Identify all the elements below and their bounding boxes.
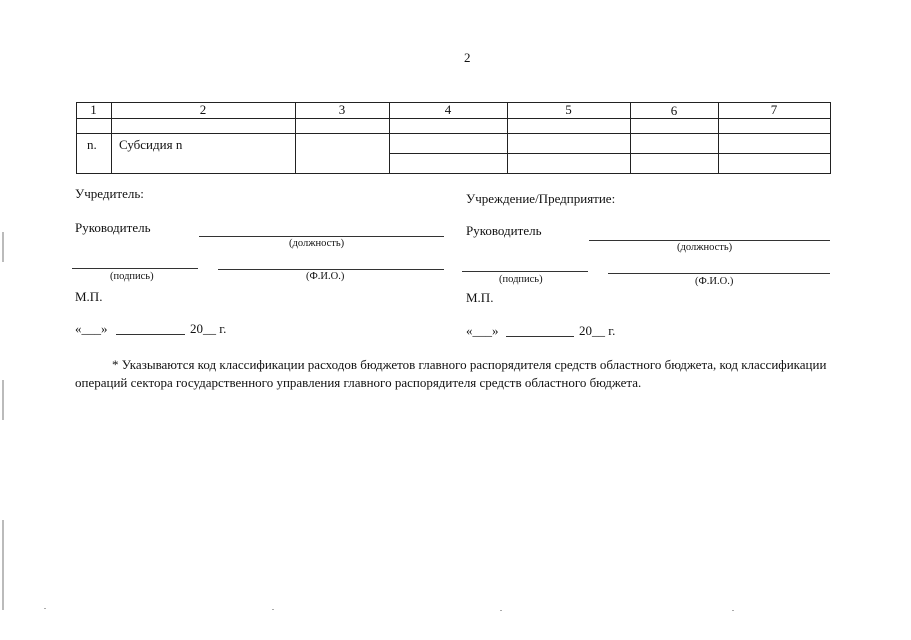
- table-header-cell: 1: [90, 102, 97, 117]
- table-header-cell: 2: [199, 102, 207, 117]
- institution-position-line: [589, 240, 830, 241]
- founder-signature-line: [72, 268, 198, 269]
- founder-title: Учредитель:: [75, 186, 144, 201]
- institution-fio-caption: (Ф.И.О.): [695, 276, 734, 287]
- table-header-cell: 3: [338, 102, 346, 117]
- table-header-cell: 7: [770, 102, 778, 117]
- founder-fio-caption: (Ф.И.О.): [306, 271, 345, 282]
- scan-speck: [732, 610, 734, 611]
- founder-head-label: Руководитель: [75, 220, 151, 235]
- institution-title: Учреждение/Предприятие:: [466, 191, 616, 206]
- row-number: n.: [87, 137, 97, 152]
- founder-date-month-line: [116, 334, 185, 335]
- founder-date-day: «___»: [75, 321, 108, 336]
- founder-signature-caption: (подпись): [110, 271, 154, 282]
- scan-margin-mark: [2, 380, 4, 420]
- table-header-cell: 4: [444, 102, 452, 117]
- institution-position-caption: (должность): [677, 242, 733, 253]
- scan-margin-mark: [2, 232, 4, 262]
- institution-stamp: М.П.: [466, 290, 494, 305]
- institution-signature-line: [462, 271, 588, 272]
- footnote: * Указываются код классификации расходов бюджетов главного распорядителя средств областного бюджета, код классификации операций сектора государственного управления главного распорядителя средств областного бюджета.: [75, 357, 827, 390]
- founder-stamp: М.П.: [75, 289, 103, 304]
- institution-date-month-line: [506, 336, 574, 337]
- institution-fio-line: [608, 273, 830, 274]
- scan-speck: [500, 610, 502, 611]
- institution-head-label: Руководитель: [466, 223, 542, 238]
- scan-margin-mark: [2, 520, 4, 610]
- founder-fio-line: [218, 269, 444, 270]
- institution-date-day: «___»: [466, 323, 499, 338]
- scan-speck: [44, 608, 46, 609]
- institution-date-year: 20__ г.: [579, 323, 616, 338]
- table-border-bottom: [76, 173, 830, 174]
- table-border-right: [830, 102, 831, 174]
- scan-speck: [272, 609, 274, 610]
- founder-date-year: 20__ г.: [190, 321, 227, 336]
- institution-signature-caption: (подпись): [499, 274, 543, 285]
- founder-position-caption: (должность): [289, 238, 345, 249]
- table-row-divider: [76, 133, 830, 134]
- founder-position-line: [199, 236, 444, 237]
- table-header-cell: 6: [670, 103, 678, 118]
- table-header-cell: 5: [565, 102, 572, 117]
- page-number: 2: [464, 50, 471, 65]
- subsidy-table: [76, 102, 830, 174]
- row-name: Субсидия n: [119, 137, 183, 152]
- table-subrow-divider: [389, 153, 830, 154]
